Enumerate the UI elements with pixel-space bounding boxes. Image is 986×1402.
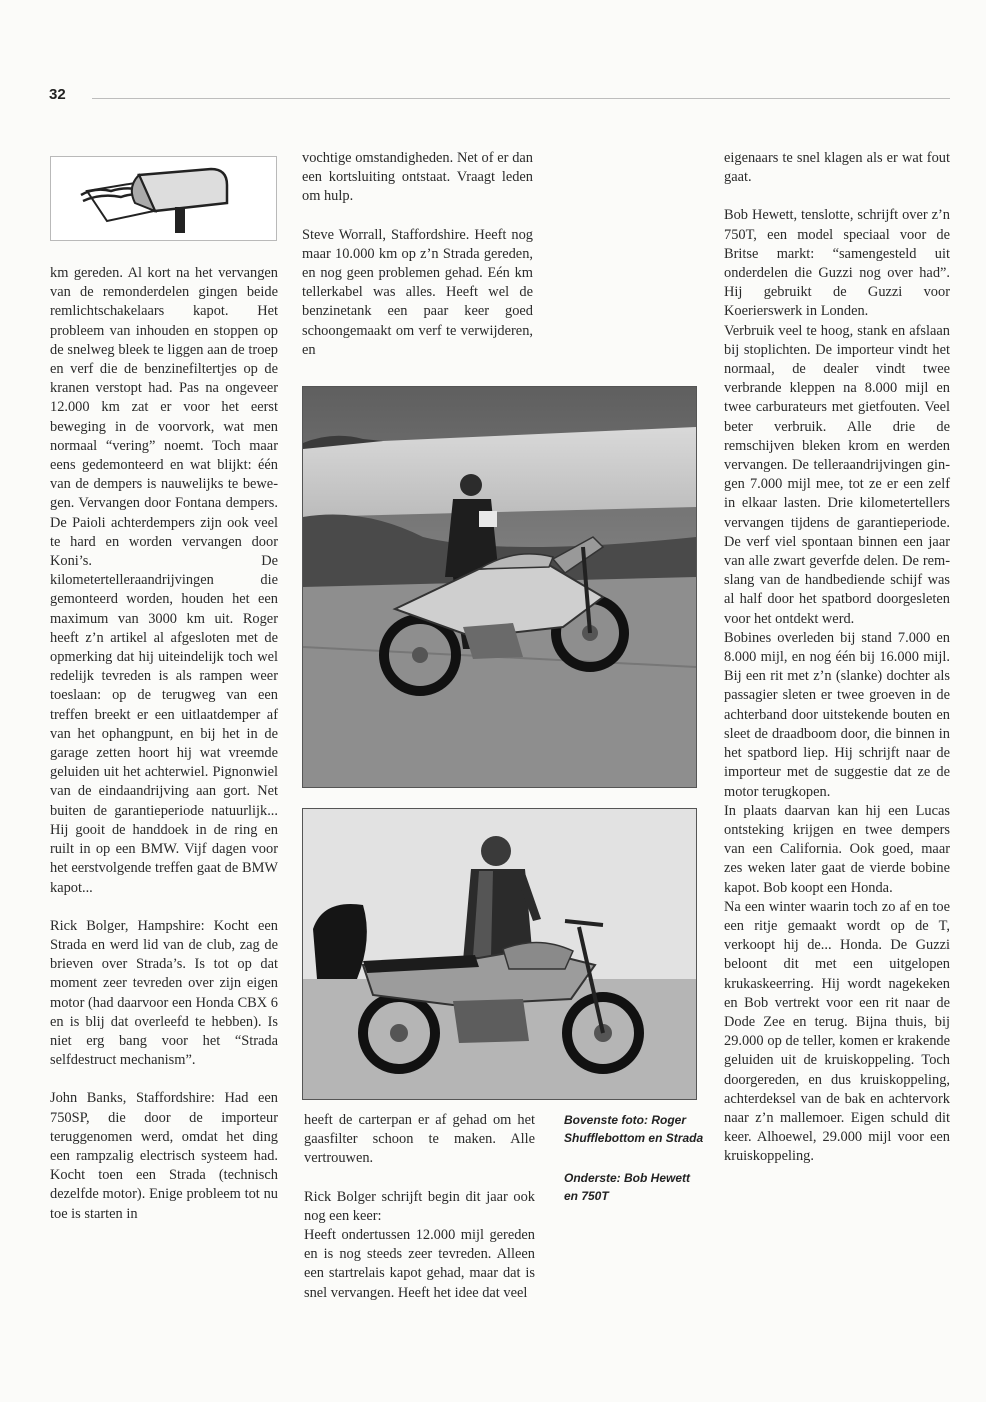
col3-paragraph-1: eigenaars te snel klagen als er wat fout gaat. [724, 150, 950, 186]
header-rule [92, 98, 950, 99]
caption-bottom-photo: Onderste: Bob Hewett en 750T [564, 1171, 691, 1203]
col3-paragraph-4: Bobines overleden bij stand 7.000 en 8.000 mijl, en nog één bij 16.000 mijl. Bij een rit met z’n (slanke) dochter als passagier sleten er twee groeven in de achterband door uitstekende bouten en sleet de draadboom door, die binnen in het spatbord liep. Hij schrijft naar de importeur met de suggestie dat ze de motor terugkopen. [724, 629, 950, 800]
caption-top-photo: Bovenste foto: Roger Shufflebottom en Strada [564, 1113, 704, 1145]
col3-paragraph-2: Bob Hewett, tenslotte, schrijft over z’n 750T, een model speciaal voor de Britse markt: “samengesteld uit onderdelen die Guzzi nog over had”. Hij gebruikt de Guzzi voor Koerierswerk in Londen. [724, 207, 950, 320]
column-3 [724, 149, 950, 1167]
col3-paragraph-3: Verbruik veel te hoog, stank en afslaan bij stoplichten. De importeur vindt het normaal, de dealer vindt twee verbrande kleppen na 8.000 mijl en twee carburateurs met gietfouten. Veel beter verbruik. Alle drie de remschijven bleken krom en werden vervangen. De telleraandrijvingen gingen 7.000 mijl mee, tot ze er een zelf in elkaar lasten. Drie kilometertellers vervangen tijdens de garantieperiode. De verf viel spontaan binnen een jaar van alle zwart geverfde delen. De remslang van de handbediende schijf was al half door het spatbord doorgesleten voor het ontdekt werd. [724, 322, 950, 627]
motorcycle-photo [303, 387, 696, 787]
motorcycle-photo [303, 809, 696, 1099]
col2-paragraph-5: Heeft ondertussen 12.000 mijl gereden en is nog steeds zeer tevreden. Alleen een startrelais kapot gehad, maar dat is snel vervangen. Heeft het idee dat veel [304, 1227, 535, 1301]
col1-paragraph-1: km gereden. Al kort na het vervangen van de remonderdelen gingen beide remlichtschakelaars kapot. Het probleem van inhouden en stoppen op de snelweg bleek te liggen aan de troep en verf die de benzinefiltertjes op de kranen verstopt had. Pas na ongeveer 12.000 km zat er voor het eerst beweging in de voorvork, wat men normaal “vering” noemt. Toch maar eens gedemonteerd en wat blijkt: één van de dempers is nauwelijks te bewegen. Vervangen door Fontana dempers. De Paioli achterdempers zijn ook veel te hard en worden vervangen door Koni’s. De kilometertelleraandrijvingen die gemonteerd worden, houden het een maximum van 3000 km uit. Roger heeft z’n artikel al afgesloten met de opmerking dat hij uiteindelijk toch wel redelijk tevreden is als rampen weer toeslaan: op de terugweg van een treffen breekt er een uitlaatdemper af van het ophangpunt, en bij het in de garage zetten hoort hij wat vreemde geluiden uit het achterwiel. Pignonwiel van de eindaandrijving aan gort. Net buiten de garantieperiode natuurlijk... Hij gooit de handdoek in de ring en ruilt in op een BMW. Vijf dagen voor het eerstvolgende treffen gaat de BMW kapot... [50, 265, 278, 896]
col2-paragraph-3: heeft de carterpan er af gehad om het gaasfilter schoon te maken. Alle vertrouwen. [304, 1112, 535, 1167]
col1-paragraph-3: John Banks, Staffordshire: Had een 750SP, die door de importeur teruggenomen werd, omdat het ding een rampzalig electrisch systeem had. Kocht toen een Strada (technisch dezelfde motor). Enige probleem tot nu toe is starten in [50, 1090, 278, 1222]
column-2-bottom [304, 1111, 535, 1303]
mailbox-icon [51, 157, 276, 240]
col3-paragraph-6: Na een winter waarin toch zo af en toe een ritje gemaakt wordt op de T, verkoopt hij de... Honda. De Guzzi beloont dit met een uitgelopen krukaskeerring. Hij wordt nagekeken en Bob vertrekt voor een rit naar de Dode Zee en terug. Bijna thuis, bij 29.000 op de teller, komen er krakende geluiden uit de kruiskoppeling. Toch doorgereden, en dus kruiskoppeling, achterdeksel van de bak en achtervork naar z’n mallemoer. Eigen schuld dit keer. Alhoewel, 29.000 mijl voor een kruiskoppeling. [724, 898, 950, 1165]
column-1 [50, 264, 278, 1224]
mailbox-box [50, 156, 277, 241]
column-2-top [302, 149, 533, 360]
col2-paragraph-2: Steve Worrall, Staffordshire. Heeft nog maar 10.000 km op z’n Strada gereden, en nog geen problemen gehad. Eén km tellerkabel was alles. Heeft wel de benzinetank een paar keer goed schoongemaakt om verf te verwijderen, en [302, 226, 533, 358]
photo-bottom [302, 808, 697, 1100]
col2-paragraph-4: Rick Bolger schrijft begin dit jaar ook nog een keer: [304, 1188, 535, 1224]
col1-paragraph-2: Rick Bolger, Hampshire: Kocht een Strada en werd lid van de club, zag de brieven over Strada’s. Is tot op dat moment zeer tevreden over zijn eigen motor (had daarvoor een Honda CBX 6 en is blij dat overleefd te hebben). Is niet erg bang voor het “Strada selfdestruct mechanism”. [50, 917, 278, 1069]
photo-top [302, 386, 697, 788]
col3-paragraph-5: In plaats daarvan kan hij een Lucas ontsteking krijgen en twee dempers van een California. Ook goed, maar zes weken later gaat de vierde bobine kapot. Bob koopt een Honda. [724, 802, 950, 896]
col2-paragraph-1: vochtige omstandigheden. Net of er dan een kortsluiting ontstaat. Vraagt leden om hulp. [302, 150, 533, 205]
page-number: 32 [49, 86, 66, 103]
